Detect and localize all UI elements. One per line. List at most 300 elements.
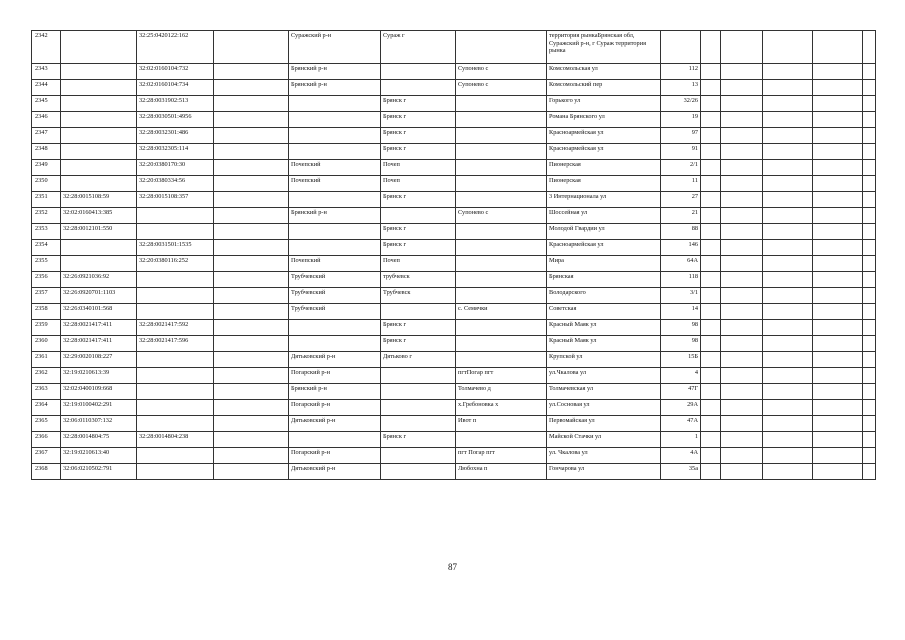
table-cell: территория рынкаБрянская обл, Суражский р-н, г Сураж территория рынка [547,31,661,64]
row-number-cell: 2361 [32,352,61,368]
empty-cell [763,144,813,160]
table-cell: Супонево с [456,208,547,224]
table-cell [214,336,289,352]
empty-cell [863,31,876,64]
empty-cell [863,64,876,80]
table-cell: 1 [661,432,701,448]
row-number-cell: 2364 [32,400,61,416]
empty-cell [763,31,813,64]
empty-cell [813,256,863,272]
table-cell [61,240,137,256]
empty-cell [721,304,763,320]
table-cell: пгт Погар пгт [456,448,547,464]
empty-cell [763,288,813,304]
table-row [32,352,876,368]
table-cell [214,432,289,448]
empty-cell [813,336,863,352]
table-cell: Ивот п [456,416,547,432]
empty-cell [863,320,876,336]
table-cell: 32:28:0031902:513 [137,96,214,112]
table-cell: Шоссейная ул [547,208,661,224]
empty-cell [763,384,813,400]
table-cell: с. Семячки [456,304,547,320]
table-body [32,31,876,480]
table-cell: 32:26:0920701:1103 [61,288,137,304]
row-number-cell: 2343 [32,64,61,80]
empty-cell [863,160,876,176]
table-cell: 3 Интернационала ул [547,192,661,208]
empty-cell [721,320,763,336]
table-cell [289,96,381,112]
table-row [32,224,876,240]
empty-cell [863,448,876,464]
empty-cell [763,336,813,352]
table-cell [456,240,547,256]
table-cell [214,96,289,112]
table-cell: 32:19:0210613:40 [61,448,137,464]
table-cell: Красноармейская ул [547,144,661,160]
empty-cell [863,128,876,144]
table-cell: Брянск г [381,112,456,128]
empty-cell [721,400,763,416]
table-cell [456,160,547,176]
table-cell: 13 [661,80,701,96]
table-cell: 19 [661,112,701,128]
table-cell: Почеп [381,176,456,192]
empty-cell [763,160,813,176]
table-cell: Дятьковский р-н [289,352,381,368]
empty-cell [763,224,813,240]
table-cell: 32:19:0210613:39 [61,368,137,384]
empty-cell [813,64,863,80]
table-cell: 32:06:0110307:132 [61,416,137,432]
empty-cell [863,208,876,224]
empty-cell [721,288,763,304]
table-cell: ул.Чкалова ул [547,368,661,384]
empty-cell [763,80,813,96]
table-row [32,336,876,352]
empty-cell [763,416,813,432]
empty-cell [813,112,863,128]
table-cell: 15Б [661,352,701,368]
table-row [32,256,876,272]
empty-cell [763,368,813,384]
table-cell: Мира [547,256,661,272]
empty-cell [863,368,876,384]
empty-cell [813,304,863,320]
table-cell: ул. Чкалова ул [547,448,661,464]
table-cell [137,448,214,464]
empty-cell [721,176,763,192]
empty-cell [701,64,721,80]
table-cell [456,224,547,240]
table-cell [456,112,547,128]
table-cell: Трубчевский [289,288,381,304]
empty-cell [813,128,863,144]
table-cell: Почепский [289,160,381,176]
table-cell: 64А [661,256,701,272]
empty-cell [863,432,876,448]
row-number-cell: 2365 [32,416,61,432]
empty-cell [721,352,763,368]
empty-cell [763,448,813,464]
table-cell: 146 [661,240,701,256]
empty-cell [863,336,876,352]
empty-cell [763,96,813,112]
empty-cell [813,208,863,224]
empty-cell [701,432,721,448]
empty-cell [813,192,863,208]
table-cell [456,176,547,192]
empty-cell [721,224,763,240]
empty-cell [813,448,863,464]
table-row [32,368,876,384]
empty-cell [701,256,721,272]
empty-cell [701,416,721,432]
table-cell: 27 [661,192,701,208]
table-cell [137,416,214,432]
table-cell [214,384,289,400]
table-cell: 47А [661,416,701,432]
table-cell: 32:20:0380334:56 [137,176,214,192]
row-number-cell: 2367 [32,448,61,464]
table-cell: Пионерская [547,160,661,176]
empty-cell [813,384,863,400]
table-cell [381,464,456,480]
table-cell [214,160,289,176]
table-cell: х.Гребоновка х [456,400,547,416]
table-cell: Майской Стачки ул [547,432,661,448]
table-cell [289,320,381,336]
empty-cell [863,112,876,128]
empty-cell [763,320,813,336]
empty-cell [813,464,863,480]
empty-cell [701,368,721,384]
table-cell [61,96,137,112]
table-cell: 32:26:0340101:568 [61,304,137,320]
empty-cell [701,128,721,144]
table-cell: 32:28:0021417:592 [137,320,214,336]
table-row [32,31,876,64]
empty-cell [721,464,763,480]
empty-cell [721,112,763,128]
table-row [32,112,876,128]
table-cell: Почепский [289,176,381,192]
empty-cell [813,160,863,176]
table-cell [214,352,289,368]
row-number-cell: 2349 [32,160,61,176]
empty-cell [813,288,863,304]
table-row [32,192,876,208]
table-cell [289,224,381,240]
row-number-cell: 2354 [32,240,61,256]
table-cell [214,31,289,64]
row-number-cell: 2355 [32,256,61,272]
table-cell: 32:19:0100402:291 [61,400,137,416]
table-cell: Романа Брянского ул [547,112,661,128]
table-row [32,304,876,320]
empty-cell [763,64,813,80]
table-row [32,144,876,160]
table-cell [214,256,289,272]
table-row [32,176,876,192]
table-cell: 14 [661,304,701,320]
table-cell: Красноармейская ул [547,128,661,144]
row-number-cell: 2358 [32,304,61,320]
empty-cell [701,336,721,352]
table-cell: Дятьковский р-н [289,416,381,432]
empty-cell [701,304,721,320]
empty-cell [721,432,763,448]
empty-cell [863,352,876,368]
table-cell [137,368,214,384]
table-cell: 32:28:0014804:75 [61,432,137,448]
table-cell [289,336,381,352]
table-row [32,320,876,336]
empty-cell [863,384,876,400]
table-cell [214,112,289,128]
table-cell [61,128,137,144]
table-row [32,464,876,480]
empty-cell [763,304,813,320]
registry-table [31,30,876,480]
table-cell [456,336,547,352]
empty-cell [721,80,763,96]
row-number-cell: 2344 [32,80,61,96]
row-number-cell: 2359 [32,320,61,336]
table-cell [456,31,547,64]
table-cell: Красный Маяк ул [547,320,661,336]
empty-cell [763,112,813,128]
table-cell: 32:28:0015108:357 [137,192,214,208]
empty-cell [701,400,721,416]
empty-cell [701,144,721,160]
table-cell: 98 [661,320,701,336]
table-cell: 32:29:0020108:227 [61,352,137,368]
table-cell: 98 [661,336,701,352]
empty-cell [721,192,763,208]
empty-cell [863,96,876,112]
empty-cell [701,240,721,256]
table-cell [214,272,289,288]
table-cell: Трубчевск [381,288,456,304]
table-cell: Толмачево д [456,384,547,400]
table-cell: Пионерская [547,176,661,192]
table-cell [137,384,214,400]
table-cell [214,176,289,192]
empty-cell [701,208,721,224]
table-cell: Суражский р-н [289,31,381,64]
table-cell [289,240,381,256]
table-row [32,272,876,288]
empty-cell [863,416,876,432]
table-cell: Брянск г [381,320,456,336]
table-cell [214,80,289,96]
table-cell: Почеп [381,160,456,176]
table-cell [456,432,547,448]
empty-cell [701,96,721,112]
empty-cell [721,256,763,272]
table-cell [456,128,547,144]
table-row [32,416,876,432]
empty-cell [763,240,813,256]
table-cell [61,256,137,272]
table-cell: Брянская [547,272,661,288]
table-row [32,432,876,448]
empty-cell [721,448,763,464]
table-cell: Брянский р-н [289,64,381,80]
empty-cell [763,176,813,192]
table-row [32,288,876,304]
row-number-cell: 2360 [32,336,61,352]
table-cell [137,304,214,320]
table-cell: 32:02:0400109:668 [61,384,137,400]
table-cell: Дятьково г [381,352,456,368]
table-cell: 118 [661,272,701,288]
table-cell: Трубчевский [289,304,381,320]
table-cell [381,208,456,224]
table-cell: Погарский р-н [289,400,381,416]
empty-cell [863,80,876,96]
table-cell: Супонево с [456,64,547,80]
empty-cell [813,432,863,448]
empty-cell [863,176,876,192]
table-cell: 112 [661,64,701,80]
table-cell: 3/1 [661,288,701,304]
table-cell [381,448,456,464]
table-cell: 32:20:0380116:252 [137,256,214,272]
table-cell [214,240,289,256]
empty-cell [763,352,813,368]
table-cell: Гончарова ул [547,464,661,480]
table-cell: Супонево с [456,80,547,96]
table-cell: Володарского [547,288,661,304]
table-cell: 35а [661,464,701,480]
table-cell: Горького ул [547,96,661,112]
empty-cell [863,304,876,320]
empty-cell [701,288,721,304]
table-cell: ул.Сосновая ул [547,400,661,416]
table-cell [456,144,547,160]
table-cell [456,256,547,272]
table-row [32,80,876,96]
table-cell: Почепский [289,256,381,272]
empty-cell [721,368,763,384]
row-number-cell: 2368 [32,464,61,480]
empty-cell [863,464,876,480]
table-cell [456,96,547,112]
table-cell: Погарский р-н [289,448,381,464]
empty-cell [863,240,876,256]
empty-cell [813,80,863,96]
table-cell [137,464,214,480]
empty-cell [721,144,763,160]
table-cell: 32:02:0160104:732 [137,64,214,80]
empty-cell [721,31,763,64]
table-cell [381,64,456,80]
table-row [32,240,876,256]
table-cell: 97 [661,128,701,144]
table-cell [381,400,456,416]
table-cell [456,192,547,208]
table-cell [381,384,456,400]
table-cell [137,400,214,416]
table-cell: 32:28:0032305:114 [137,144,214,160]
table-cell: 32/26 [661,96,701,112]
table-cell: 32:28:0032301:486 [137,128,214,144]
table-cell: Брянский р-н [289,384,381,400]
empty-cell [721,272,763,288]
empty-cell [701,80,721,96]
table-cell: 32:28:0030501:4956 [137,112,214,128]
table-cell: 32:28:0021417:596 [137,336,214,352]
table-cell: Красный Маяк ул [547,336,661,352]
table-cell: 32:02:0160413:385 [61,208,137,224]
table-cell: 21 [661,208,701,224]
table-cell: 4 [661,368,701,384]
empty-cell [721,384,763,400]
table-cell [214,368,289,384]
empty-cell [701,352,721,368]
empty-cell [701,448,721,464]
table-cell: Брянск г [381,336,456,352]
table-cell: 32:28:0031501:1535 [137,240,214,256]
empty-cell [701,31,721,64]
table-cell: 32:20:0380170:30 [137,160,214,176]
row-number-cell: 2346 [32,112,61,128]
row-number-cell: 2350 [32,176,61,192]
empty-cell [813,96,863,112]
table-cell: Брянск г [381,128,456,144]
table-cell [456,272,547,288]
empty-cell [813,176,863,192]
table-cell [61,176,137,192]
empty-cell [813,144,863,160]
table-row [32,208,876,224]
table-cell [381,368,456,384]
empty-cell [763,272,813,288]
empty-cell [763,192,813,208]
empty-cell [701,112,721,128]
empty-cell [813,224,863,240]
table-cell [214,320,289,336]
empty-cell [721,416,763,432]
table-cell [214,208,289,224]
table-cell: Толмачевская ул [547,384,661,400]
empty-cell [701,320,721,336]
empty-cell [863,272,876,288]
table-cell [289,144,381,160]
row-number-cell: 2345 [32,96,61,112]
empty-cell [863,400,876,416]
table-cell: Брянск г [381,144,456,160]
empty-cell [763,208,813,224]
table-cell [289,192,381,208]
row-number-cell: 2362 [32,368,61,384]
table-cell [61,160,137,176]
table-cell: Брянск г [381,192,456,208]
table-cell: 88 [661,224,701,240]
table-cell: Почеп [381,256,456,272]
table-cell [214,144,289,160]
empty-cell [721,240,763,256]
table-cell [214,224,289,240]
empty-cell [813,240,863,256]
empty-cell [863,192,876,208]
table-cell [214,288,289,304]
table-row [32,128,876,144]
table-cell: Трубчевский [289,272,381,288]
